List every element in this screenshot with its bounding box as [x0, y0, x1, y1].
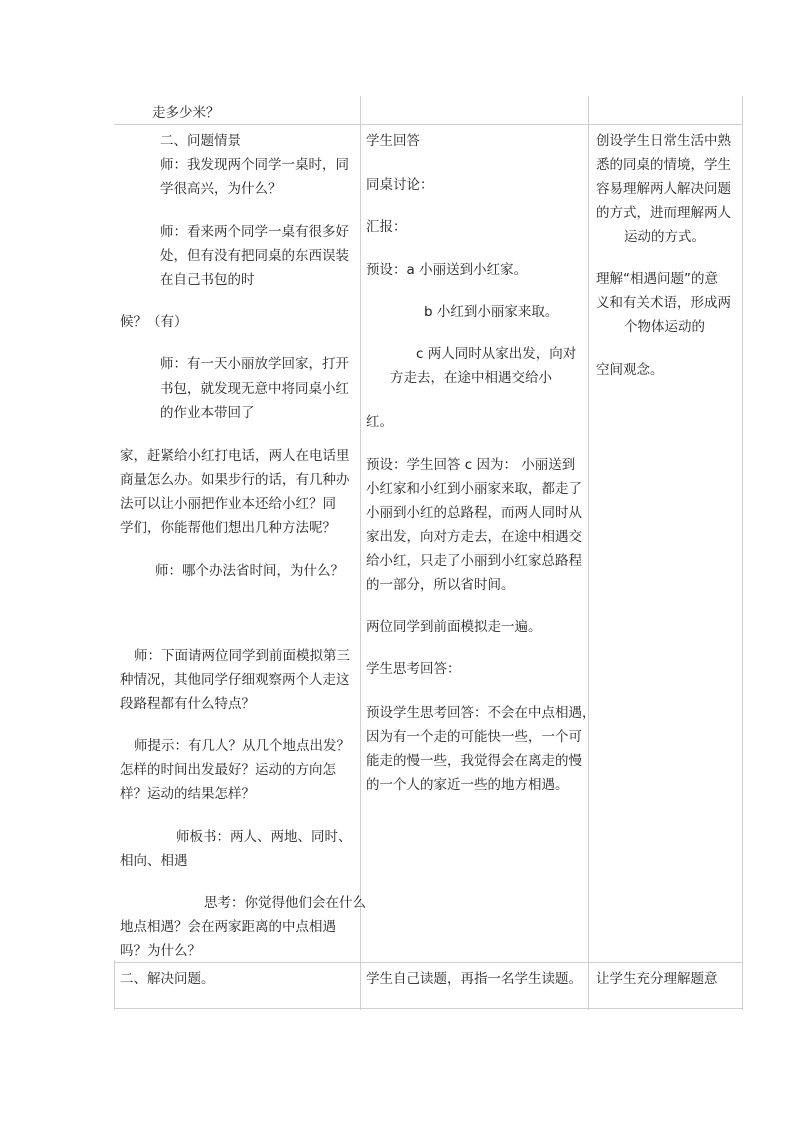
student-line: 预设：a 小丽送到小红家。 — [366, 262, 528, 278]
student-line: 学生自己读题，再指一名学生读题。 — [366, 971, 582, 987]
continued-text: 走多少米？ — [152, 105, 220, 121]
teacher-line: 学很高兴，为什么？ — [160, 181, 282, 197]
teacher-hint: 怎样的时间出发最好？运动的方向怎 — [120, 762, 336, 778]
column-divider-2 — [588, 96, 589, 1010]
student-line: 能走的慢一些，我觉得会在离走的慢 — [366, 753, 582, 769]
teacher-line: 在自己书包的时 — [160, 272, 255, 288]
board-writing: 师板书：两人、两地、同时、 — [176, 829, 352, 845]
student-line: 方走去，在途中相遇交给小 — [390, 370, 552, 386]
teacher-line: 师：看来两个同学一桌有很多好 — [160, 224, 349, 240]
teacher-line: 段路程都有什么特点？ — [120, 696, 255, 712]
intent-line: 创设学生日常生活中熟 — [596, 133, 731, 149]
think-question: 地点相遇？会在两家距离的中点相遇 — [120, 919, 336, 935]
student-line: 学生思考回答： — [366, 661, 461, 677]
intent-line: 空间观念。 — [596, 362, 664, 378]
row-divider-1 — [114, 124, 743, 125]
row-divider-2 — [114, 962, 743, 963]
intent-line: 个物体运动的 — [624, 319, 705, 335]
teacher-line: 书包，就发现无意中将同桌小红 — [160, 381, 349, 397]
student-line: 预设：学生回答 c 因为： 小丽送到 — [366, 457, 576, 473]
section-heading-solve: 二、解决问题。 — [120, 971, 215, 987]
student-line: 学生回答 — [366, 133, 420, 149]
intent-line: 的方式，进而理解两人 — [596, 205, 731, 221]
teacher-line: 师：下面请两位同学到前面模拟第三 — [134, 648, 350, 664]
teacher-line: 法可以让小丽把作业本还给小红？同 — [120, 496, 336, 512]
teacher-line: 种情况，其他同学仔细观察两个人走这 — [120, 672, 350, 688]
table-border-bottom — [114, 1008, 743, 1009]
student-line: 的一个人的家近一些的地方相遇。 — [366, 777, 569, 793]
student-line: 红。 — [366, 414, 393, 430]
intent-line: 容易理解两人解决问题 — [596, 181, 731, 197]
teacher-hint: 师提示：有几人？从几个地点出发？ — [134, 738, 350, 754]
teacher-line: 学们，你能帮他们想出几种方法呢？ — [120, 520, 336, 536]
teacher-hint: 样？运动的结果怎样？ — [120, 786, 255, 802]
intent-line: 悉的同桌的情境，学生 — [596, 157, 731, 173]
teacher-line: 师：有一天小丽放学回家，打开 — [160, 356, 349, 372]
teacher-line: 师：我发现两个同学一桌时，同 — [160, 157, 349, 173]
intent-line: 理解“相遇问题”的意 — [596, 271, 718, 287]
think-question: 吗？为什么？ — [120, 943, 201, 959]
intent-line: 让学生充分理解题意 — [596, 971, 718, 987]
teacher-line: 师：哪个办法省时间，为什么？ — [155, 563, 344, 579]
teacher-line: 的作业本带回了 — [160, 405, 255, 421]
student-line: 小丽到小红的总路程，而两人同时从 — [366, 505, 582, 521]
student-line: 汇报： — [366, 219, 407, 235]
teacher-line: 处，但有没有把同桌的东西误装 — [160, 248, 349, 264]
student-line: 给小红，只走了小丽到小红家总路程 — [366, 553, 582, 569]
student-line: 两位同学到前面模拟走一遍。 — [366, 619, 542, 635]
student-line: c 两人同时从家出发，向对 — [416, 346, 577, 362]
student-line: 家出发，向对方走去，在途中相遇交 — [366, 529, 582, 545]
student-line: b 小红到小丽家来取。 — [424, 304, 559, 320]
think-question: 思考：你觉得他们会在什么 — [204, 895, 366, 911]
intent-line: 运动的方式。 — [624, 229, 705, 245]
student-line: 因为有一个走的可能快一些，一个可 — [366, 729, 582, 745]
board-writing: 相向、相遇 — [120, 853, 188, 869]
section-heading-situation: 二、问题情景 — [160, 133, 241, 149]
student-line: 小红家和小红到小丽家来取，都走了 — [366, 481, 582, 497]
table-border-left — [114, 960, 115, 1010]
table-border-right — [742, 96, 743, 1010]
student-line: 预设学生思考回答：不会在中点相遇， — [366, 705, 596, 721]
teacher-line: 商量怎么办。如果步行的话，有几种办 — [120, 472, 350, 488]
intent-line: 义和有关术语，形成两 — [596, 295, 731, 311]
student-line: 同桌讨论： — [366, 177, 434, 193]
student-line: 的一部分，所以省时间。 — [366, 577, 515, 593]
column-divider-1 — [360, 96, 361, 1010]
teacher-line: 家，赶紧给小红打电话，两人在电话里 — [120, 448, 350, 464]
teacher-line: 候？（有） — [120, 314, 188, 330]
